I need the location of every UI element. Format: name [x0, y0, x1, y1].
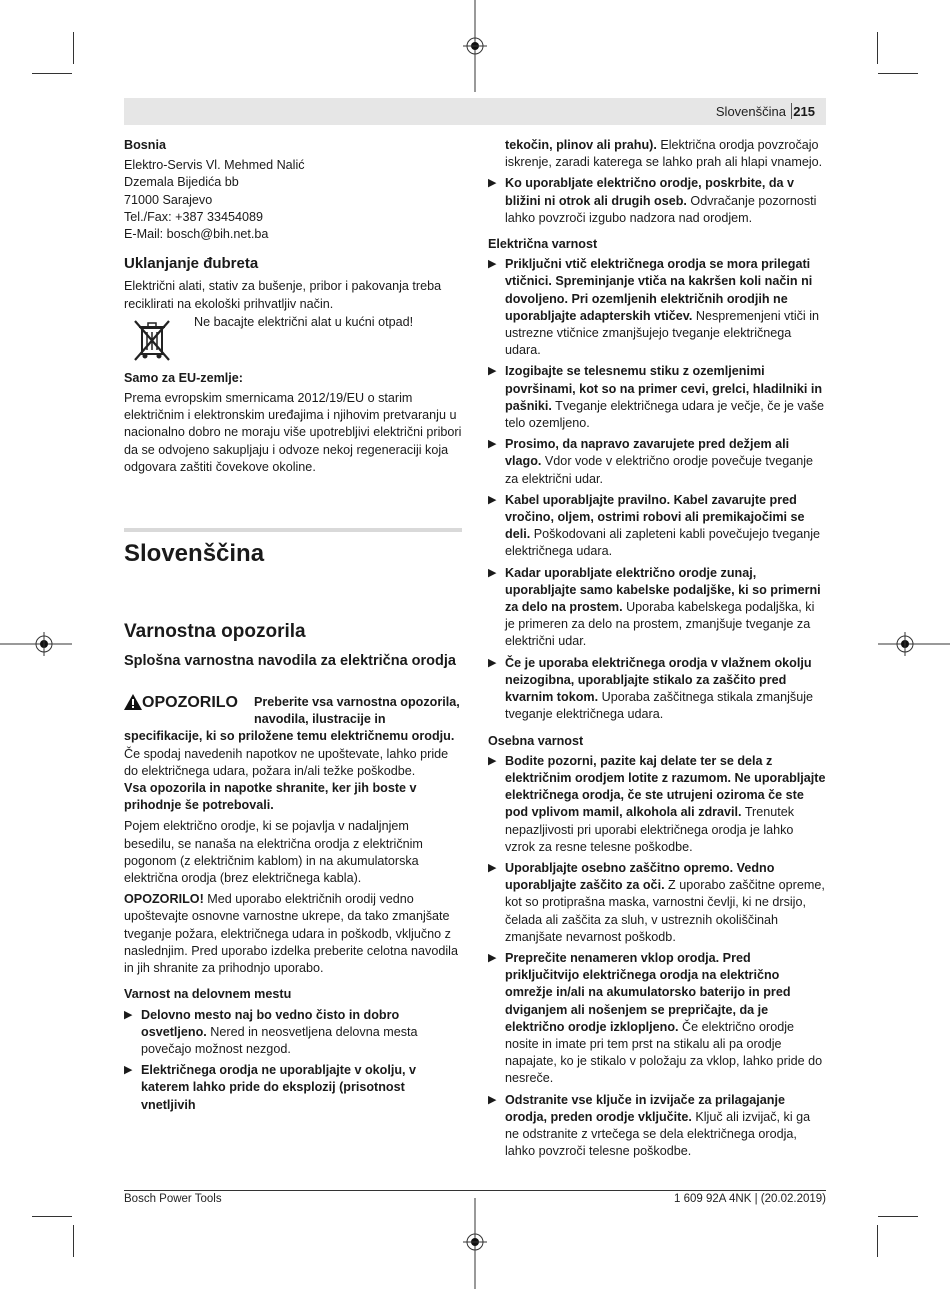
crossed-out-wheelie-bin-icon [132, 318, 172, 362]
list-item [488, 175, 826, 227]
crop-mark [877, 1225, 878, 1257]
crop-mark [877, 32, 878, 64]
bullet-arrow-icon: ▶ [488, 493, 497, 506]
bullet-arrow-icon: ▶ [488, 365, 497, 378]
registration-mark-icon [459, 1198, 491, 1289]
list-item-text: Vdor vode v električno orodje povečuje tveganje za električni udar. [505, 454, 814, 486]
list-item-text: Električna orodja povzročajo iskrenje, zaradi katerega se lahko prah ali hlapi vnamejo. [505, 138, 823, 170]
warning-general [124, 891, 462, 977]
list-item-text: Nespremenjeni vtiči in ustrezne vtičnice zmanjšujejo tveganje električnega udara. [505, 308, 820, 358]
list-item-text: Z uporabo zaščitne opreme, kot so protiprašna maska, varnostni čevlji, ki ne drsijo, čelada ali zaščita za sluh, v ustreznih okoliščinah zmanjšate nevarnost poškodb. [505, 878, 825, 944]
list-item [488, 436, 826, 488]
footer-brand: Bosch Power Tools [124, 1193, 222, 1205]
warning-label-text: OPOZORILO [142, 694, 238, 712]
bullet-arrow-icon: ▶ [488, 951, 497, 964]
warning-general-bold: OPOZORILO! [124, 892, 204, 907]
registration-mark-icon [459, 0, 491, 92]
warning-general-text: Med uporabo električnih orodij vedno upoštevajte osnovne varnostne ukrepe, da tako zmanjšate tveganje požara, električnega udara in poškodb, vključno z naslednjim. Pred uporabo izdelka preberite celotna navodila in jih shranite za prihodnjo uporabo. [124, 892, 458, 976]
footer-divider [124, 1190, 826, 1191]
crop-mark [878, 1216, 918, 1217]
bullet-arrow-icon: ▶ [488, 566, 497, 579]
list-item [124, 1007, 462, 1059]
electrical-safety-heading: Električna varnost [488, 237, 598, 252]
warning-bold-text: Preberite vsa varnostna opozorila, navodila, ilustracije in specifikacije, ki so priložene temu električnemu orodju. [124, 695, 460, 744]
bullet-arrow-icon: ▶ [124, 1008, 133, 1021]
list-item-text: Poškodovani ali zapleteni kabli povečujejo tveganje električnega udara. [505, 527, 821, 559]
general-safety-title: Splošna varnostna navodila za električna orodja [124, 653, 456, 670]
list-item [488, 950, 826, 1088]
list-item-text: Ključ ali izvijač, ki ga ne odstranite z vrtečega se dela električnega orodja, lahko povzroči telesne poškodbe. [505, 1109, 811, 1159]
list-item [124, 1062, 462, 1114]
workplace-heading: Varnost na delovnem mestu [124, 987, 292, 1002]
address-line: E-Mail: bosch@bih.net.ba [124, 227, 269, 242]
registration-mark-icon [0, 628, 72, 660]
section-divider [124, 528, 462, 532]
list-item [488, 492, 826, 561]
bullet-arrow-icon: ▶ [488, 861, 497, 874]
list-item-text: Če električno orodje nosite in imate pri tem prst na stikalu ali pa orodje napajate, ko je stikalo v položaju za vklop, lahko pride do nesreče. [505, 1019, 823, 1086]
safety-warnings-title: Varnostna opozorila [124, 621, 306, 643]
list-item [488, 860, 826, 946]
registration-mark-icon [878, 628, 950, 660]
list-item [488, 565, 826, 651]
address-line: Elektro-Servis Vl. Mehmed Nalić [124, 158, 305, 173]
list-item-bold: Bodite pozorni, pazite kaj delate ter se dela z električnim orodjem lotite z razumom. Ne uporabljajte električnega orodja, če ste utrujeni oziroma če ste pod vplivom mamil, alkohola ali zdravil. [505, 753, 826, 820]
continued-item [488, 137, 826, 171]
warning-text: Če spodaj navedenih napotkov ne upoštevate, lahko pride do električnega udara, požara in/ali težke poškodbe. [124, 746, 449, 778]
crop-mark [878, 73, 918, 74]
list-item-bold: Prosimo, da napravo zavarujete pred dežjem ali vlago. [505, 437, 790, 469]
list-item-bold: Električnega orodja ne uporabljajte v okolju, v katerem lahko pride do eksplozij (prisotnost vnetljivih [141, 1063, 417, 1112]
crop-mark [32, 73, 72, 74]
warning-triangle-icon [124, 694, 142, 710]
list-item-text: Trenutek nepazljivosti pri uporabi električnega orodja je lahko vzrok za resne telesne poškodbe. [505, 805, 795, 854]
eu-text: Prema evropskim smernicama 2012/19/EU o starim električnim i elektronskim uređajima i njihovim pretvaranju u nacionalno dobro ne moraju više upotrebljivi električni pribori da se odvojeno sakupljaju i odvoze nekoj regeneraciji koja odgovara zaštiti čovekove okoline. [124, 391, 462, 474]
list-item-bold: Kabel uporabljajte pravilno. Kabel zavarujte pred vročino, oljem, ostrimi robovi ali premikajočimi se deli. [505, 492, 805, 542]
language-section-title: Slovenščina [124, 540, 265, 568]
warning-label [124, 694, 254, 726]
list-item [488, 753, 826, 856]
bullet-arrow-icon: ▶ [488, 177, 497, 190]
list-item-bold: Preprečite nenameren vklop orodja. Pred priključitvijo električnega orodja na električno omrežje in/ali na akumulatorsko baterijo in pred dviganjem ali nošenjem se prepričajte, da je električno orodje izklopljeno. [505, 950, 791, 1034]
right-column [488, 137, 826, 1160]
header-language: Slovenščina [715, 104, 786, 119]
bullet-arrow-icon: ▶ [488, 438, 497, 451]
header-separator [791, 103, 792, 119]
address-line: Tel./Fax: +387 33454089 [124, 209, 263, 224]
list-item [488, 655, 826, 724]
list-item-bold: Delovno mesto naj bo vedno čisto in dobro osvetljeno. [141, 1007, 400, 1039]
eu-heading: Samo za EU-zemlje: [124, 370, 243, 385]
list-item-text: Nered in neosvetljena delovna mesta povečajo možnost nezgod. [141, 1024, 418, 1056]
list-item [488, 363, 826, 432]
list-item-bold: Ko uporabljate električno orodje, poskrbite, da v bližini ni otrok ali drugih oseb. [505, 176, 795, 208]
crop-mark [73, 1225, 74, 1257]
list-item-bold: Kadar uporabljate električno orodje zunaj, uporabljajte samo kabelske podaljške, ki so primerni za delo na prostem. [505, 565, 821, 615]
bosnia-address [124, 157, 462, 243]
list-item-bold: Priključni vtič električnega orodja se mora prilegati vtičnici. Spreminjanje vtiča na kakršen koli način ni dovoljeno. Pri ozemljenih električnih orodjih ne uporabljajte adapterskih vtičev. [505, 257, 813, 323]
disposal-heading: Uklanjanje đubreta [124, 255, 259, 273]
page-number: 215 [793, 104, 815, 119]
crop-mark [32, 1216, 72, 1217]
list-item-bold: Izogibajte se telesnemu stiku z ozemljenimi površinami, kot so na primer cevi, grelci, hladilniki in pašniki. [505, 364, 823, 413]
bullet-arrow-icon: ▶ [488, 1093, 497, 1106]
disposal-text: Električni alati, stativ za bušenje, pribor i pakovanja treba reciklirati na ekološki prihvatljiv način. [124, 279, 442, 311]
bullet-arrow-icon: ▶ [488, 656, 497, 669]
keep-instructions: Vsa opozorila in napotke shranite, ker jih boste v prihodnje še potrebovali. [124, 781, 417, 813]
bullet-arrow-icon: ▶ [124, 1064, 133, 1077]
list-item-text: Uporaba zaščitnega stikala zmanjšuje tveganje električnega udara. [505, 690, 813, 722]
bullet-arrow-icon: ▶ [488, 258, 497, 271]
bullet-arrow-icon: ▶ [488, 754, 497, 767]
crop-mark [73, 32, 74, 64]
list-item-text: Odvračanje pozornosti lahko povzroči izgubo nadzora nad orodjem. [505, 193, 817, 225]
list-item [488, 1092, 826, 1161]
page-header [124, 98, 826, 125]
list-item [488, 256, 826, 359]
list-item-bold: Odstranite vse ključe in izvijače za prilagajanje orodja, preden orodje vključite. [505, 1092, 785, 1124]
term-definition: Pojem električno orodje, ki se pojavlja v nadaljnjem besedilu, se nanaša na električna orodja z električnim pogonom (z električnim kablom) in na akumulatorska električna orodja (brez električnega kabla). [124, 819, 423, 886]
address-line: 71000 Sarajevo [124, 192, 213, 207]
disposal-bin-note: Ne bacajte električni alat u kućni otpad! [194, 314, 414, 329]
bosnia-title: Bosnia [124, 138, 166, 152]
list-item-text: Tveganje električnega udara je večje, če je vaše telo ozemljeno. [505, 398, 824, 431]
list-item-bold: Uporabljajte osebno zaščitno opremo. Vedno uporabljajte zaščito za oči. [505, 860, 775, 893]
list-item-bold: Če je uporaba električnega orodja v vlažnem okolju neizogibna, uporabljajte stikalo za zaščito pred kvarnim tokom. [505, 655, 812, 705]
address-line: Dzemala Bijedića bb [124, 175, 239, 190]
list-item-bold: tekočin, plinov ali prahu). [505, 138, 657, 152]
footer-doc-id: 1 609 92A 4NK | (20.02.2019) [674, 1193, 826, 1205]
warning-block [124, 694, 462, 780]
disposal-bin-row [124, 314, 462, 370]
personal-safety-heading: Osebna varnost [488, 733, 584, 748]
list-item-text: Uporaba kabelskega podaljška, ki je primeren za delo na prostem, zmanjšuje tveganje za električni udar. [505, 600, 815, 649]
left-column [124, 137, 462, 1114]
